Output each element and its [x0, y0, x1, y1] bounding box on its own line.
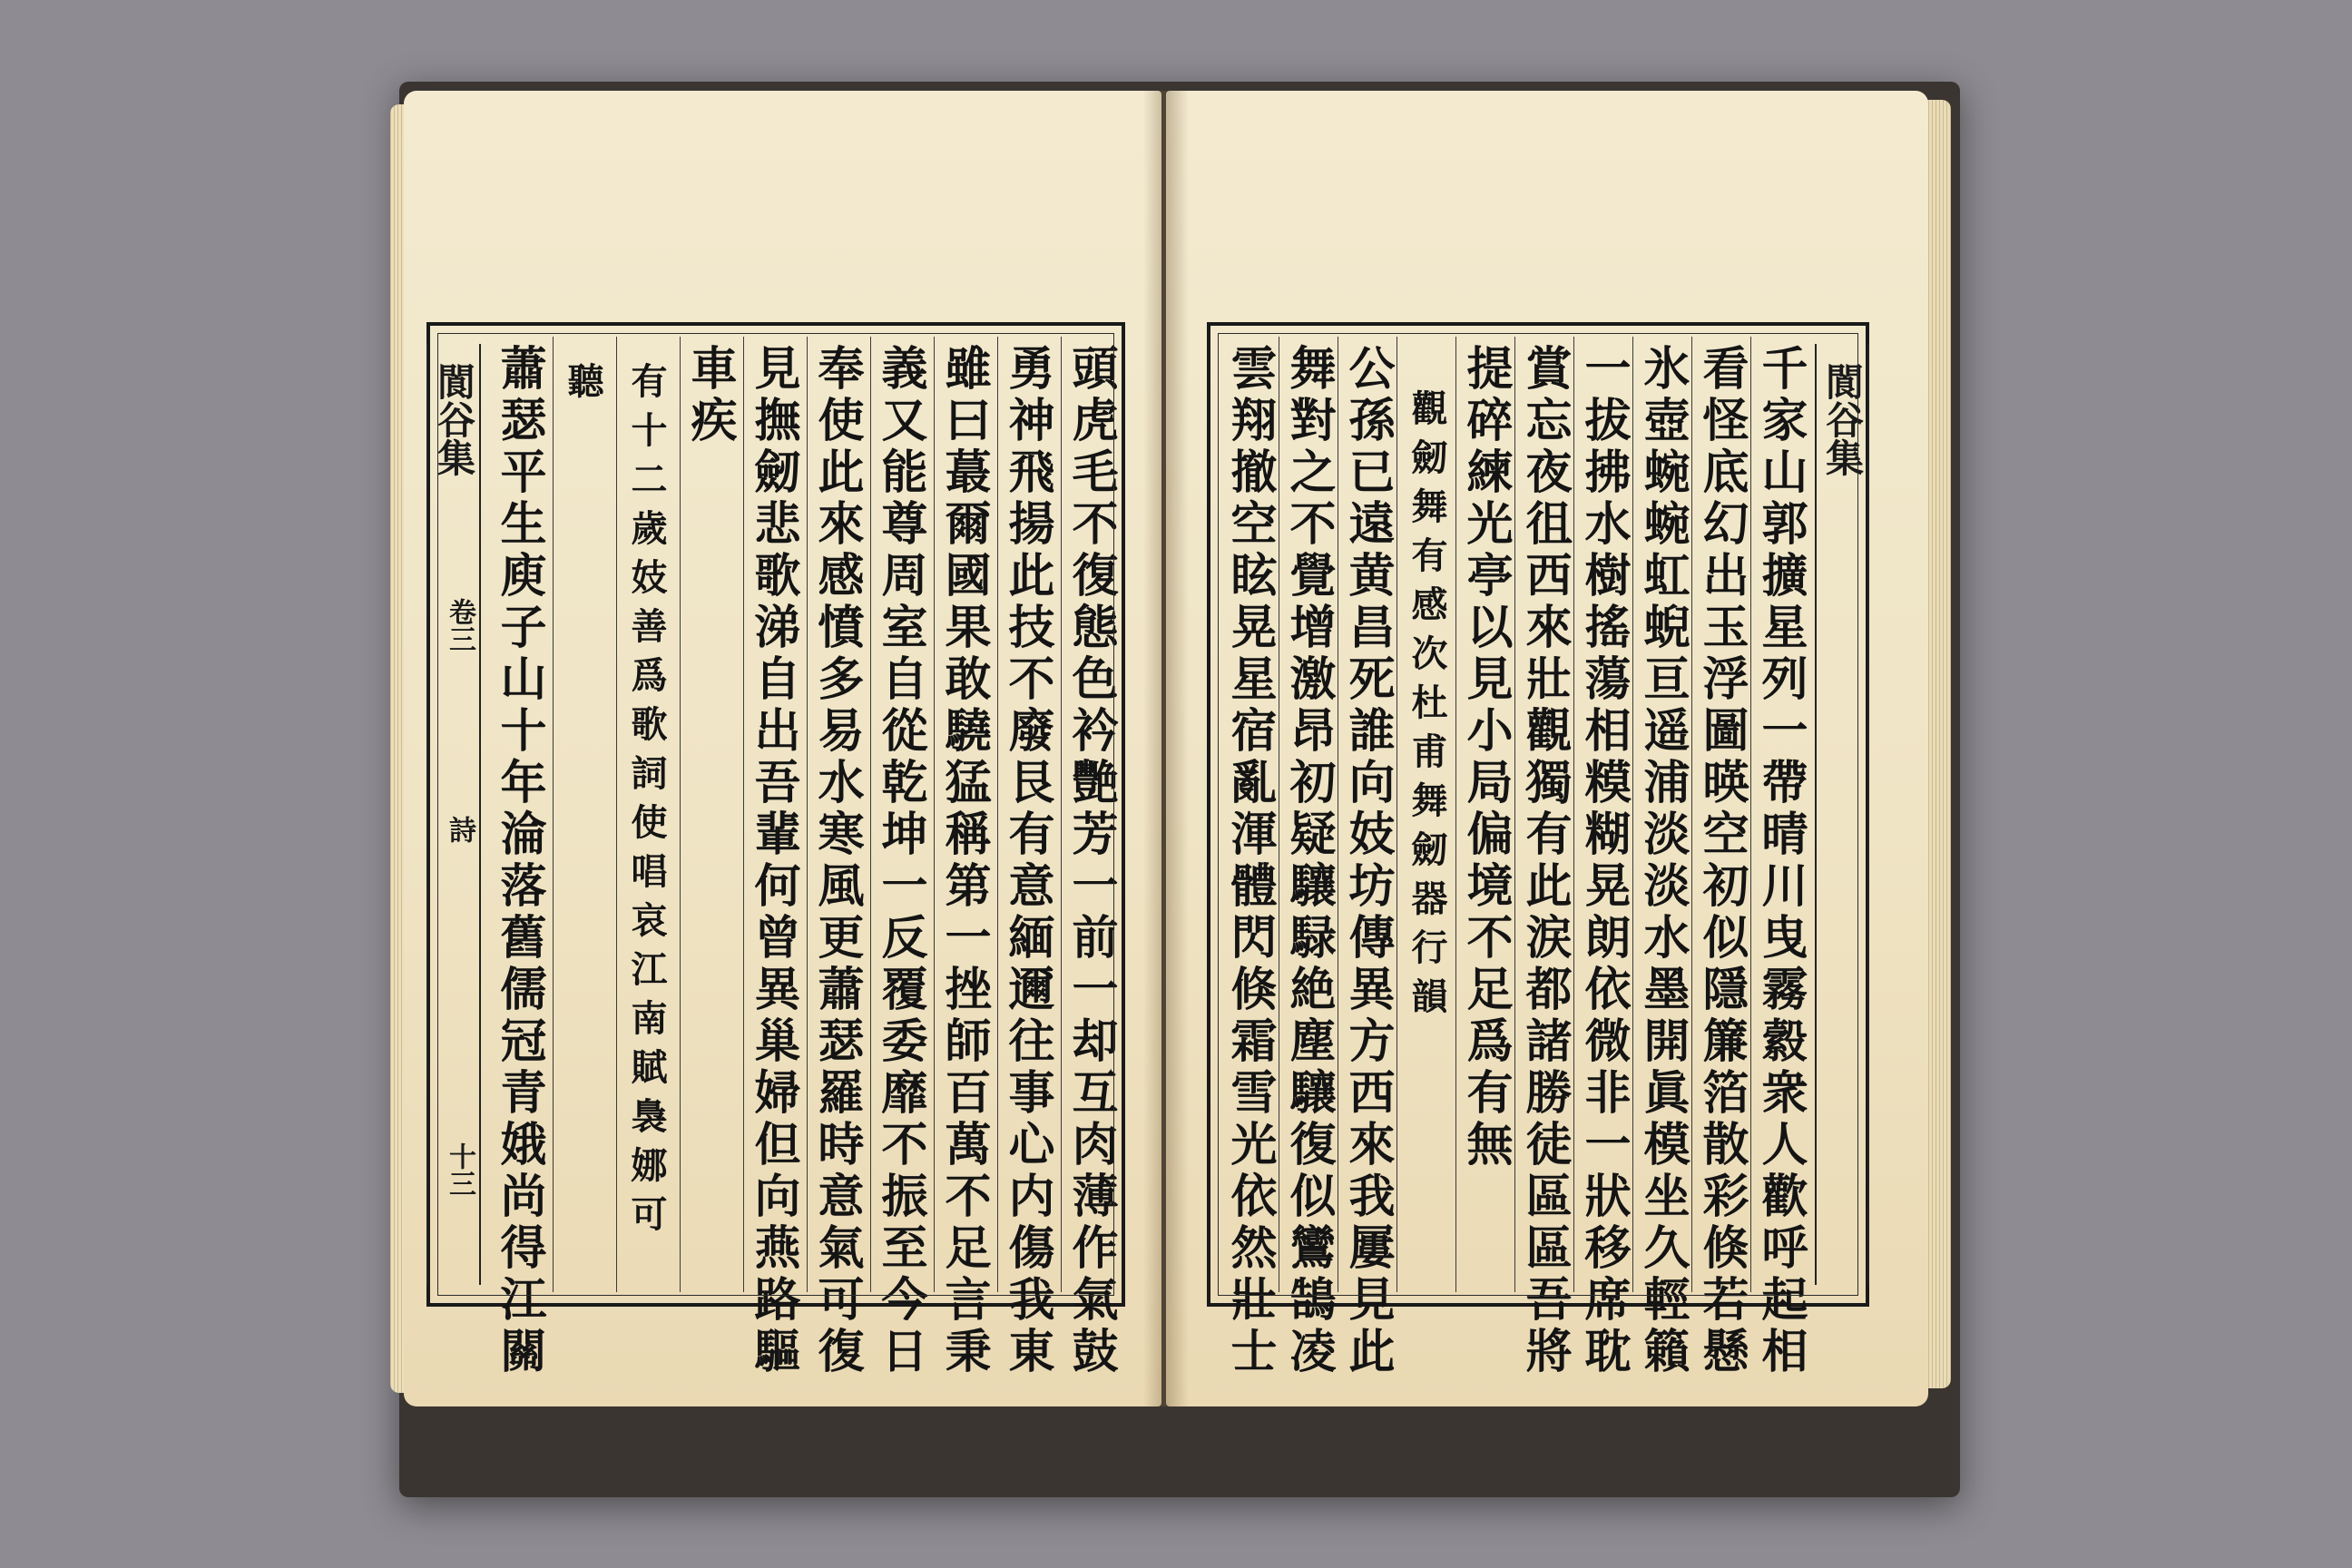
left-rule [807, 337, 808, 1292]
left-column-9: 聽 [562, 362, 604, 411]
left-column-6: 見撫劒悲歌涕自出吾輩何曾異巢婦但向燕路驅 [746, 344, 800, 1378]
left-margin-volume: 卷三 [444, 598, 475, 652]
right-column-8: 公孫已遠黄昌死誰向妓坊傳異方西來我屢見此 [1340, 344, 1395, 1378]
left-rule [934, 337, 935, 1292]
right-column-5: 賞忘夜徂西來壯觀獨有此涙都諸勝徒區區吾將 [1517, 344, 1572, 1378]
left-column-1: 頭虎毛不復態色衿艷芳一前一却互肉薄作氣鼓 [1063, 344, 1118, 1378]
right-rule [1750, 337, 1751, 1292]
right-column-1: 千家山郭擴星列一帶晴川曳霧縠衆人歡呼起相 [1753, 344, 1808, 1378]
right-rule [1396, 337, 1397, 1292]
right-rule [1455, 337, 1456, 1292]
left-rule [1061, 337, 1062, 1292]
right-column-7: 觀劒舞有感次杜甫舞劒器行韻 [1406, 389, 1448, 1026]
left-rule [743, 337, 744, 1292]
left-rule [870, 337, 871, 1292]
left-column-7: 車疾 [682, 344, 737, 447]
right-column-3: 氷壺蜿蜿虹蜺亘遥浦淡淡水墨開眞模坐久輕籟 [1635, 344, 1690, 1378]
right-column-9: 舞對之不覺增激昂初疑驤騄絶塵驤復似鸞鵠凌 [1281, 344, 1336, 1378]
left-margin-column [426, 344, 481, 1285]
left-rule [997, 337, 998, 1292]
right-column-6: 提碎練光亭以見小局偏境不足爲有無 [1458, 344, 1513, 1171]
left-margin-section: 詩 [444, 816, 475, 843]
left-rule [553, 337, 554, 1292]
right-rule [1632, 337, 1633, 1292]
right-column-4: 一拔拂水樹搖蕩相糢糊晃朗依微非一狀移席耽 [1576, 344, 1631, 1378]
right-margin-title: 閬谷集 [1820, 362, 1865, 476]
right-text-frame [1207, 322, 1869, 1378]
left-column-3: 雖曰蕞爾國果敢驍猛稱第一挫師百萬不足言秉 [936, 344, 991, 1378]
left-rule [616, 337, 617, 1292]
right-rule [1691, 337, 1692, 1292]
left-text-frame [426, 322, 1125, 1378]
left-column-10: 蕭瑟平生庾子山十年淪落舊儒冠青娥尚得江關 [492, 344, 546, 1378]
left-margin-title: 閬谷集 [432, 362, 476, 476]
right-rule [1573, 337, 1574, 1292]
right-column-10: 雲翔撤空眩晃星宿亂渾體閃倏霜雪光依然壯士 [1222, 344, 1277, 1378]
left-rule [680, 337, 681, 1292]
right-column-2: 看怪底幻出玉浮圖暎空初似隱簾箔散彩倏若懸 [1694, 344, 1749, 1378]
left-column-4: 義又能尊周室自從乾坤一反覆委靡不振至今日 [873, 344, 927, 1378]
left-column-5: 奉使此來感憤多易水寒風更蕭瑟羅時意氣可復 [809, 344, 864, 1378]
left-column-2: 勇神飛揚此技不廢艮有意緬邇往事心内傷我東 [1000, 344, 1054, 1378]
right-margin-column [1815, 344, 1869, 1285]
right-rule [1514, 337, 1515, 1292]
left-column-8: 有十二歲妓善爲歌詞使唱哀江南賦裊娜可 [625, 362, 668, 1244]
left-margin-page-number: 十三 [444, 1142, 475, 1197]
